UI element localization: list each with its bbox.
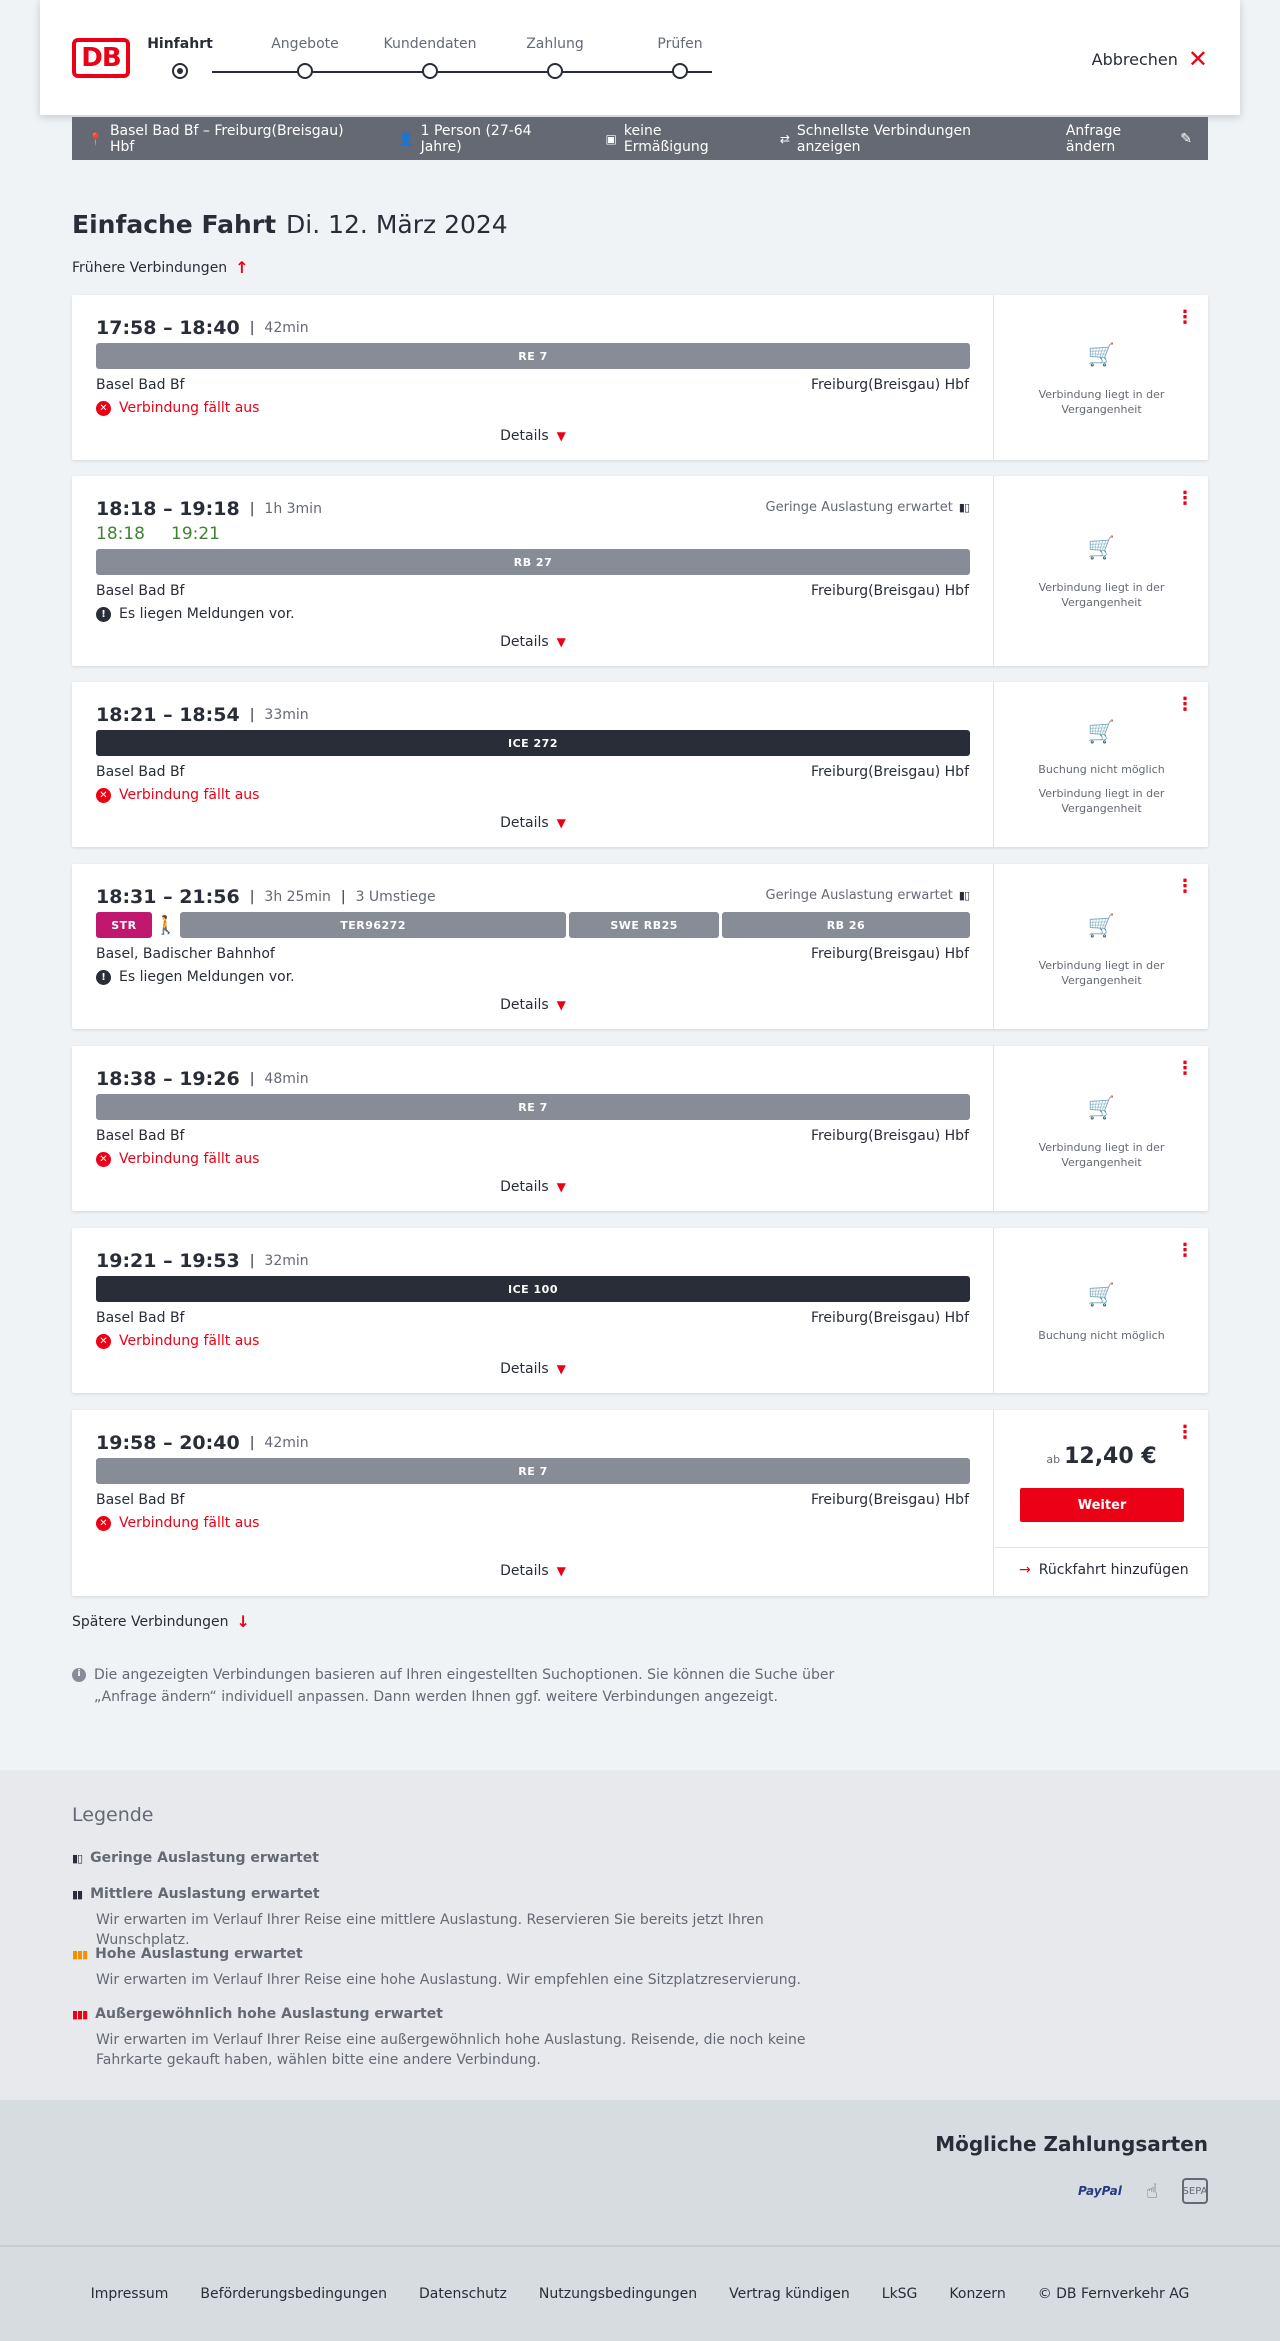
passenger-text: 1 Person (27-64 Jahre) <box>420 122 532 155</box>
details-label: Details <box>500 1563 549 1579</box>
info-icon: i <box>72 1668 86 1682</box>
alert-icon: ! <box>96 607 111 622</box>
cancellation-text: Verbindung fällt aus <box>119 1151 260 1167</box>
legend-item-title: Geringe Auslastung erwartet <box>90 1850 319 1866</box>
details-toggle[interactable] <box>72 997 994 1013</box>
step-dot <box>172 63 188 79</box>
search-summary-bar <box>72 117 1208 160</box>
duration: 33min <box>264 707 309 723</box>
train-bar <box>96 1458 970 1484</box>
price-display <box>995 1444 1208 1469</box>
duration: 32min <box>264 1253 309 1269</box>
cancellation-text: Verbindung fällt aus <box>119 1515 260 1531</box>
footer-link-konzern[interactable]: Konzern <box>949 2286 1006 2302</box>
details-label: Details <box>500 1361 549 1377</box>
cancellation-notice <box>96 1151 259 1167</box>
cancellation-notice <box>96 400 259 416</box>
payment-methods-section <box>0 2100 1280 2245</box>
messages-text: Es liegen Meldungen vor. <box>119 606 295 622</box>
connection-times: 18:31 – 21:56 | 3h 25min | 3 Umstiege <box>96 886 436 908</box>
passenger-summary <box>399 123 574 155</box>
earlier-label: Frühere Verbindungen <box>72 259 228 276</box>
time-range: 18:38 – 19:26 <box>96 1068 240 1090</box>
step-dot <box>297 63 313 79</box>
mode-text: Schnellste Verbindungen anzeigen <box>796 122 971 155</box>
cart-unavailable-icon: 🛒 <box>1087 720 1116 745</box>
cancellation-notice <box>96 1333 259 1349</box>
departure-station: Basel Bad Bf <box>96 1310 185 1326</box>
train-segment: RB 26 <box>722 912 970 938</box>
departure-station: Basel, Badischer Bahnhof <box>96 946 275 962</box>
footer-link-lksg[interactable]: LkSG <box>881 2286 918 2302</box>
location-pin-icon: 📍 <box>88 131 103 146</box>
details-toggle[interactable] <box>72 428 994 444</box>
later-connections-link[interactable] <box>72 1612 250 1631</box>
bahncard-icon: ▣ <box>605 131 617 146</box>
price-value: 12,40 € <box>1064 1444 1157 1469</box>
duration: 3h 25min <box>264 889 331 905</box>
more-options-icon[interactable]: ⋮ <box>1176 694 1194 715</box>
departure-station: Basel Bad Bf <box>96 1492 185 1508</box>
error-icon: ✕ <box>96 1516 111 1531</box>
price-prefix: ab <box>1046 1453 1061 1466</box>
details-toggle[interactable] <box>72 634 994 650</box>
search-info-note <box>72 1665 852 1708</box>
details-toggle[interactable] <box>72 815 994 831</box>
error-icon: ✕ <box>96 1334 111 1349</box>
time-range: 19:58 – 20:40 <box>96 1432 240 1454</box>
train-bar <box>96 343 970 369</box>
later-label: Spätere Verbindungen <box>72 1613 229 1630</box>
details-label: Details <box>500 428 549 444</box>
legend-item <box>72 2006 852 2071</box>
occupancy-high-icon: ▮▮▮ <box>72 1947 88 1961</box>
arrival-station: Freiburg(Breisgau) Hbf <box>810 1492 969 1508</box>
step-zahlung[interactable]: Zahlung <box>485 36 625 52</box>
footer-copyright: © DB Fernverkehr AG <box>1037 2286 1190 2302</box>
divider <box>995 1547 1208 1548</box>
chevron-down-icon: ▼ <box>556 816 566 830</box>
person-icon: 👤 <box>398 131 414 146</box>
time-range: 17:58 – 18:40 <box>96 317 240 339</box>
time-range: 19:21 – 19:53 <box>96 1250 240 1272</box>
load-text: Geringe Auslastung erwartet <box>765 500 953 515</box>
train-bar <box>96 912 970 938</box>
train-segment: RB 27 <box>96 549 970 575</box>
legend-item-title: Mittlere Auslastung erwartet <box>90 1886 320 1902</box>
load-indicator <box>766 888 969 903</box>
departure-station: Basel Bad Bf <box>96 377 185 393</box>
connection-card[interactable] <box>72 682 1208 847</box>
booking-status: Verbindung liegt in der Vergangenheit <box>1038 1141 1165 1170</box>
arrival-station: Freiburg(Breisgau) Hbf <box>810 1128 969 1144</box>
connection-times: 19:58 – 20:40 | 42min <box>96 1432 309 1454</box>
cancellation-notice <box>96 787 259 803</box>
train-bar <box>96 730 970 756</box>
train-segment: RE 7 <box>96 343 970 369</box>
cancellation-notice <box>96 1515 259 1531</box>
train-segment: SWE RB25 <box>569 912 718 938</box>
step-hinfahrt[interactable]: Hinfahrt <box>110 36 250 52</box>
sepa-icon: SEPA <box>1182 2178 1208 2204</box>
legend-item-desc: Wir erwarten im Verlauf Ihrer Reise eine mittlere Auslastung. Reservieren Sie bereits jetzt Ihren Wunschplatz. <box>96 1912 764 1949</box>
connection-card[interactable] <box>72 864 1208 1029</box>
details-toggle[interactable] <box>72 1361 994 1377</box>
close-icon: ✕ <box>1187 45 1208 73</box>
step-pruefen[interactable]: Prüfen <box>610 36 750 52</box>
messages-text: Es liegen Meldungen vor. <box>119 969 295 985</box>
alert-icon: ! <box>96 970 111 985</box>
footer-link-impressum[interactable]: Impressum <box>90 2286 169 2302</box>
error-icon: ✕ <box>96 788 111 803</box>
connection-card[interactable] <box>72 1228 1208 1393</box>
booking-status: Verbindung liegt in der Vergangenheit <box>1038 581 1165 610</box>
train-segment: RE 7 <box>96 1458 970 1484</box>
arrow-right-icon: → <box>1019 1562 1031 1578</box>
arrow-up-icon: ↑ <box>235 258 249 277</box>
booking-status: Buchung nicht möglich <box>1038 1329 1165 1342</box>
time-range: 18:18 – 19:18 <box>96 498 240 520</box>
time-range: 18:31 – 21:56 <box>96 886 240 908</box>
time-range: 18:21 – 18:54 <box>96 704 240 726</box>
more-options-icon[interactable]: ⋮ <box>1176 1240 1194 1261</box>
connection-card[interactable] <box>72 1410 1208 1596</box>
arrival-station: Freiburg(Breisgau) Hbf <box>810 583 969 599</box>
paypal-icon: PayPal <box>1077 2184 1122 2198</box>
messages-notice <box>96 969 295 985</box>
footer <box>0 2245 1280 2341</box>
route-text: Basel Bad Bf – Freiburg(Breisgau) Hbf <box>109 122 344 155</box>
details-label: Details <box>500 997 549 1013</box>
arrival-station: Freiburg(Breisgau) Hbf <box>810 377 969 393</box>
legend-item-desc: Wir erwarten im Verlauf Ihrer Reise eine hohe Auslastung. Wir empfehlen eine Sitzplatzreservierung. <box>96 1972 801 1988</box>
departure-station: Basel Bad Bf <box>96 764 185 780</box>
occupancy-low-icon: ▮▯ <box>958 501 969 514</box>
details-toggle[interactable] <box>72 1179 994 1195</box>
error-icon: ✕ <box>96 1152 111 1167</box>
chevron-down-icon: ▼ <box>556 998 566 1012</box>
more-options-icon[interactable]: ⋮ <box>1176 876 1194 897</box>
booking-status: Buchung nicht möglich <box>1038 763 1165 776</box>
walking-icon: 🚶 <box>154 914 178 936</box>
connection-times: 18:21 – 18:54 | 33min <box>96 704 309 726</box>
train-segment: ICE 272 <box>96 730 970 756</box>
card-payment-icon: ☝ <box>1145 2179 1158 2203</box>
db-logo[interactable]: DB <box>72 38 130 78</box>
booking-header <box>40 0 1240 115</box>
legend-section <box>0 1770 1280 2100</box>
earlier-connections-link[interactable] <box>72 258 249 277</box>
discount-text: keine Ermäßigung <box>623 122 709 155</box>
load-indicator <box>766 500 969 515</box>
duration: 1h 3min <box>264 501 322 517</box>
train-bar <box>96 1094 970 1120</box>
occupancy-very-high-icon: ▮▮▮ <box>72 2007 88 2021</box>
chevron-down-icon: ▼ <box>556 1180 566 1194</box>
edit-query-button[interactable] <box>1066 123 1192 155</box>
booking-status-past: Verbindung liegt in der Vergangenheit <box>1038 787 1165 816</box>
connection-times: 17:58 – 18:40 | 42min <box>96 317 309 339</box>
cancel-button[interactable] <box>1092 47 1208 71</box>
cancellation-text: Verbindung fällt aus <box>119 400 260 416</box>
footer-link-nutzungsbedingungen[interactable]: Nutzungsbedingungen <box>538 2286 698 2302</box>
trip-date: Di. 12. März 2024 <box>286 210 508 239</box>
legend-item <box>72 1886 852 1951</box>
legend-title: Legende <box>72 1804 154 1826</box>
train-segment: ICE 100 <box>96 1276 970 1302</box>
step-angebote[interactable]: Angebote <box>235 36 375 52</box>
details-label: Details <box>500 1179 549 1195</box>
realtime-departure: 18:18 <box>96 524 145 544</box>
more-options-icon[interactable]: ⋮ <box>1176 1058 1194 1079</box>
legend-item-title: Außergewöhnlich hohe Auslastung erwartet <box>95 2006 443 2022</box>
duration: 48min <box>264 1071 309 1087</box>
discount-summary <box>606 123 748 155</box>
legend-item-desc: Wir erwarten im Verlauf Ihrer Reise eine außergewöhnlich hohe Auslastung. Reisende, die noch keine Fahrkarte gekauft haben, wählen bitte eine andere Verbindung. <box>96 2032 806 2069</box>
booking-status: Verbindung liegt in der Vergangenheit <box>1038 959 1165 988</box>
more-options-icon[interactable]: ⋮ <box>1176 488 1194 509</box>
legend-item <box>72 1850 852 1866</box>
cancel-label: Abbrechen <box>1091 49 1178 69</box>
progress-line <box>212 71 712 73</box>
occupancy-low-icon: ▮▯ <box>72 1851 83 1865</box>
train-segment: RE 7 <box>96 1094 970 1120</box>
duration: 42min <box>264 1435 309 1451</box>
legend-item <box>72 1946 852 1990</box>
cart-unavailable-icon: 🛒 <box>1087 536 1116 561</box>
footer-link-vertrag-kuendigen[interactable]: Vertrag kündigen <box>729 2286 850 2302</box>
mode-summary <box>780 123 1034 155</box>
route-summary <box>88 123 367 155</box>
page-title <box>72 210 508 239</box>
cart-unavailable-icon: 🛒 <box>1087 1096 1116 1121</box>
tram-segment: STR <box>96 912 152 938</box>
arrow-down-icon: ↓ <box>236 1612 250 1631</box>
footer-link-befoerderungsbedingungen[interactable]: Beförderungsbedingungen <box>200 2286 387 2302</box>
connection-times: 19:21 – 19:53 | 32min <box>96 1250 309 1272</box>
occupancy-medium-icon: ▮▮ <box>72 1887 83 1901</box>
train-bar <box>96 549 970 575</box>
continue-button[interactable]: Weiter <box>1020 1488 1184 1522</box>
more-options-icon[interactable]: ⋮ <box>1176 307 1194 328</box>
arrival-station: Freiburg(Breisgau) Hbf <box>810 946 969 962</box>
swap-icon: ⇄ <box>779 131 790 146</box>
more-options-icon[interactable]: ⋮ <box>1176 1422 1194 1443</box>
connection-card[interactable] <box>72 476 1208 666</box>
details-label: Details <box>500 815 549 831</box>
return-trip-label: Rückfahrt hinzufügen <box>1038 1562 1189 1578</box>
arrival-station: Freiburg(Breisgau) Hbf <box>810 1310 969 1326</box>
realtime-arrival: 19:21 <box>171 524 220 544</box>
chevron-down-icon: ▼ <box>556 635 566 649</box>
messages-notice <box>96 606 295 622</box>
cancellation-text: Verbindung fällt aus <box>119 787 260 803</box>
occupancy-low-icon: ▮▯ <box>958 889 969 902</box>
changes-count: 3 Umstiege <box>355 889 436 905</box>
arrival-station: Freiburg(Breisgau) Hbf <box>810 764 969 780</box>
step-dot <box>672 63 688 79</box>
edit-query-label: Anfrage ändern <box>1065 122 1122 155</box>
load-text: Geringe Auslastung erwartet <box>765 888 953 903</box>
add-return-trip-button[interactable] <box>1019 1562 1189 1578</box>
booking-status: Verbindung liegt in der Vergangenheit <box>1038 388 1165 417</box>
departure-station: Basel Bad Bf <box>96 1128 185 1144</box>
trip-type: Einfache Fahrt <box>72 210 277 239</box>
details-toggle[interactable] <box>72 1563 994 1579</box>
step-dot <box>547 63 563 79</box>
realtime-times <box>96 524 220 544</box>
train-segment: TER96272 <box>180 912 567 938</box>
cart-unavailable-icon: 🛒 <box>1087 914 1116 939</box>
chevron-down-icon: ▼ <box>556 429 566 443</box>
connection-times: 18:38 – 19:26 | 48min <box>96 1068 309 1090</box>
connection-card[interactable] <box>72 295 1208 460</box>
step-kundendaten[interactable]: Kundendaten <box>360 36 500 52</box>
note-text: Die angezeigten Verbindungen basieren auf Ihren eingestellten Suchoptionen. Sie können die Suche über „Anfrage ändern“ individuell anpassen. Dann werden Ihnen ggf. weitere Verbindungen angezeigt. <box>94 1667 835 1705</box>
error-icon: ✕ <box>96 401 111 416</box>
chevron-down-icon: ▼ <box>556 1564 566 1578</box>
cancellation-text: Verbindung fällt aus <box>119 1333 260 1349</box>
connection-times: 18:18 – 19:18 | 1h 3min <box>96 498 322 520</box>
step-dot <box>422 63 438 79</box>
departure-station: Basel Bad Bf <box>96 583 185 599</box>
cart-unavailable-icon: 🛒 <box>1087 343 1116 368</box>
footer-link-datenschutz[interactable]: Datenschutz <box>418 2286 507 2302</box>
connection-card[interactable] <box>72 1046 1208 1211</box>
train-bar <box>96 1276 970 1302</box>
chevron-down-icon: ▼ <box>556 1362 566 1376</box>
details-label: Details <box>500 634 549 650</box>
duration: 42min <box>264 320 309 336</box>
cart-unavailable-icon: 🛒 <box>1087 1283 1116 1308</box>
legend-item-title: Hohe Auslastung erwartet <box>95 1946 303 1962</box>
pencil-icon: ✎ <box>1180 130 1192 147</box>
payment-title: Mögliche Zahlungsarten <box>935 2132 1208 2156</box>
